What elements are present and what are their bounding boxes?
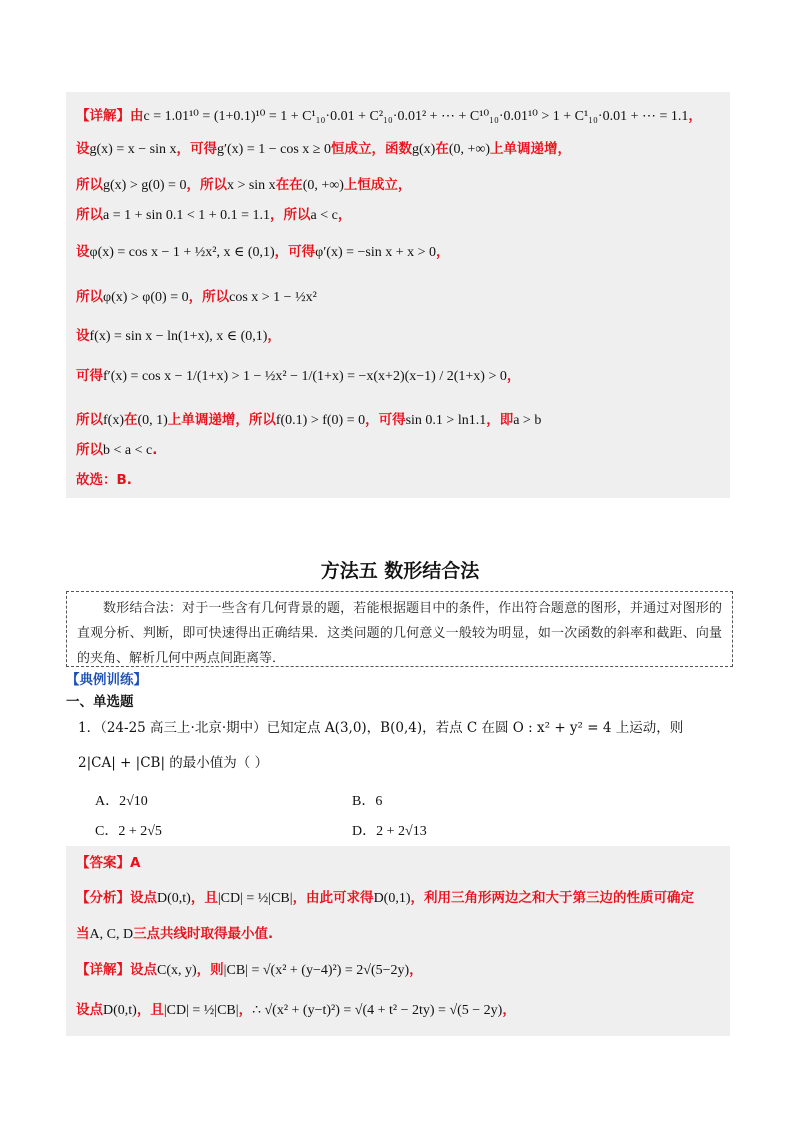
method-title: 方法五 数形结合法 xyxy=(320,560,480,582)
solution-line: 所以b < a < c. xyxy=(76,442,158,458)
solution-line: 设f(x) = sin x − ln(1+x), x ∈ (0,1)， xyxy=(76,328,281,344)
option-d: D．2 + 2√13 xyxy=(352,824,427,839)
solution-line: 设g(x) = x − sin x，可得g′(x) = 1 − cos x ≥ 0恒成立，函数g(x)在(0, +∞)上单调递增， xyxy=(76,141,572,157)
detail-line: 【详解】设点C(x, y)，则|CB| = √(x² + (y−4)²) = 2√(5−2y)， xyxy=(76,962,423,978)
question-line-1: 1．（24-25 高三上·北京·期中）已知定点 A(3,0)，B(0,4)，若点 C 在圆 O : x² + y² = 4 上运动，则 xyxy=(78,720,684,736)
solution-final-choice: 故选：B. xyxy=(76,472,132,488)
answer-tag: 【答案】 xyxy=(76,855,130,871)
detail-line: 设点D(0,t)，且|CD| = ½|CB|，∴ √(x² + (y−t)²) = √(4 + t² − 2ty) = √(5 − 2y)， xyxy=(76,1002,516,1018)
solution-line: 可得f′(x) = cos x − 1/(1+x) > 1 − ½x² − 1/(1+x) = −x(x+2)(x−1) / 2(1+x) > 0， xyxy=(76,368,521,384)
detail-tag-2: 【详解】 xyxy=(76,962,130,978)
analysis-tag: 【分析】 xyxy=(76,890,130,906)
answer-block xyxy=(66,846,730,1036)
question-line-2: 2|CA| + |CB| 的最小值为（ ） xyxy=(78,755,269,771)
option-c: C．2 + 2√5 xyxy=(95,824,162,839)
solution-line: 所以a = 1 + sin 0.1 < 1 + 0.1 = 1.1，所以a < c， xyxy=(76,207,352,223)
detail-tag: 【详解】 xyxy=(76,108,130,124)
section-label: 一、单选题 xyxy=(66,694,134,710)
solution-line: 【详解】由c = 1.01¹⁰ = (1+0.1)¹⁰ = 1 + C¹₁₀·0.01 + C²₁₀·0.01² + ⋯ + C¹⁰₁₀·0.01¹⁰ > 1 + C¹₁₀·0.01 + ⋯ = 1.1， xyxy=(76,108,702,124)
solution-line: 所以g(x) > g(0) = 0，所以x > sin x在在(0, +∞)上恒成立， xyxy=(76,177,412,193)
option-a: A．2√10 xyxy=(95,794,148,809)
method-description-box: 数形结合法：对于一些含有几何背景的题，若能根据题目中的条件，作出符合题意的图形，并通过对图形的直观分析、判断，即可快速得出正确结果．这类问题的几何意义一般较为明显，如一次函数的斜率和截距、向量的夹角、解析几何中两点间距离等． xyxy=(66,591,733,667)
answer-line: 【答案】A xyxy=(76,855,141,871)
solution-line: 所以φ(x) > φ(0) = 0，所以cos x > 1 − ½x² xyxy=(76,289,317,305)
solution-line: 所以f(x)在(0, 1)上单调递增，所以f(0.1) > f(0) = 0，可得sin 0.1 > ln1.1，即a > b xyxy=(76,412,542,428)
analysis-line: 当A, C, D三点共线时取得最小值. xyxy=(76,926,274,942)
example-tag: 【典例训练】 xyxy=(66,672,147,688)
solution-line: 设φ(x) = cos x − 1 + ½x², x ∈ (0,1)，可得φ′(x) = −sin x + x > 0， xyxy=(76,244,450,260)
solution-block xyxy=(66,92,730,498)
analysis-line: 【分析】设点D(0,t)，且|CD| = ½|CB|，由此可求得D(0,1)，利用三角形两边之和大于第三边的性质可确定 xyxy=(76,890,694,906)
option-b: B．6 xyxy=(352,794,383,809)
